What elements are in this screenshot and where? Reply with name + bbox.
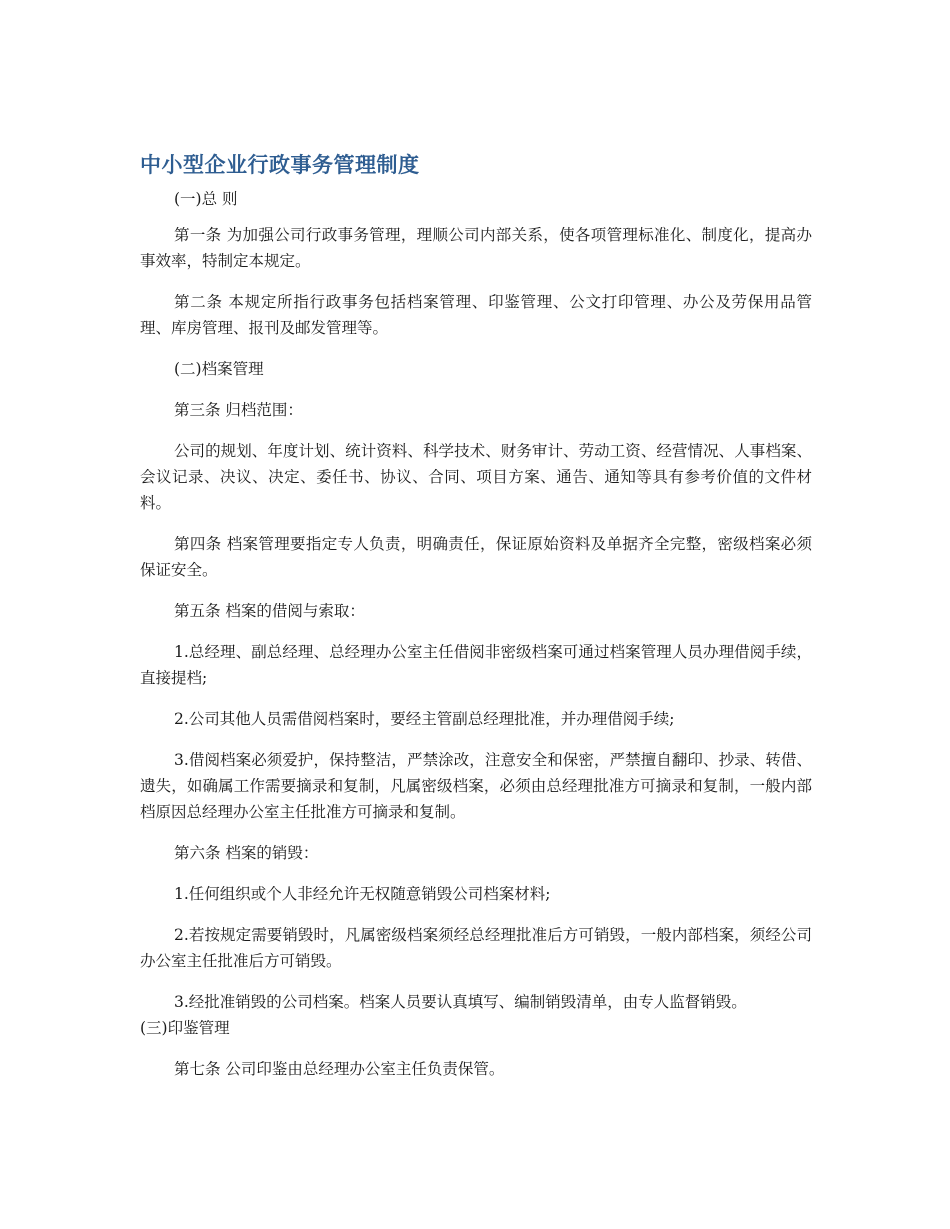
- article-5-item-2: 2.公司其他人员需借阅档案时，要经主管副总经理批准，并办理借阅手续;: [174, 710, 675, 728]
- document-title: 中小型企业行政事务管理制度: [140, 153, 420, 177]
- section-heading-seals: (三)印鉴管理: [140, 1019, 230, 1037]
- article-6-item-1: 1.任何组织或个人非经允许无权随意销毁公司档案材料;: [174, 885, 551, 903]
- article-5-item-3: 3.借阅档案必须爱护，保持整洁，严禁涂改，注意安全和保密，严禁擅自翻印、抄录、转借、遗失，如确属工作需要摘录和复制，凡属密级档案，必须由总经理批准方可摘录和复制，一般内部档原因总经理办公室主任批准方可摘录和复制。: [140, 751, 812, 821]
- section-heading-general: (一)总 则: [174, 190, 238, 208]
- document-page: [140, 150, 812, 1097]
- article-1: 第一条 为加强公司行政事务管理，理顺公司内部关系，使各项管理标准化、制度化，提高办事效率，特制定本规定。: [140, 226, 812, 270]
- article-2: 第二条 本规定所指行政事务包括档案管理、印鉴管理、公文打印管理、办公及劳保用品管理、库房管理、报刊及邮发管理等。: [140, 293, 812, 337]
- article-5: 第五条 档案的借阅与索取：: [174, 602, 365, 620]
- article-6: 第六条 档案的销毁：: [174, 844, 319, 862]
- article-5-item-1: 1.总经理、副总经理、总经理办公室主任借阅非密级档案可通过档案管理人员办理借阅手续，直接提档;: [140, 643, 812, 687]
- article-6-item-2: 2.若按规定需要销毁时，凡属密级档案须经总经理批准后方可销毁，一般内部档案，须经公司办公室主任批准后方可销毁。: [140, 926, 812, 970]
- section-heading-archives: (二)档案管理: [174, 360, 264, 378]
- article-7: 第七条 公司印鉴由总经理办公室主任负责保管。: [174, 1060, 505, 1078]
- article-6-item-3: 3.经批准销毁的公司档案。档案人员要认真填写、编制销毁清单，由专人监督销毁。: [174, 993, 747, 1011]
- archive-scope-text: 公司的规划、年度计划、统计资料、科学技术、财务审计、劳动工资、经营情况、人事档案、会议记录、决议、决定、委任书、协议、合同、项目方案、通告、通知等具有参考价值的文件材料。: [140, 442, 812, 512]
- article-3: 第三条 归档范围：: [174, 401, 303, 419]
- article-4: 第四条 档案管理要指定专人负责，明确责任，保证原始资料及单据齐全完整，密级档案必须保证安全。: [140, 535, 812, 579]
